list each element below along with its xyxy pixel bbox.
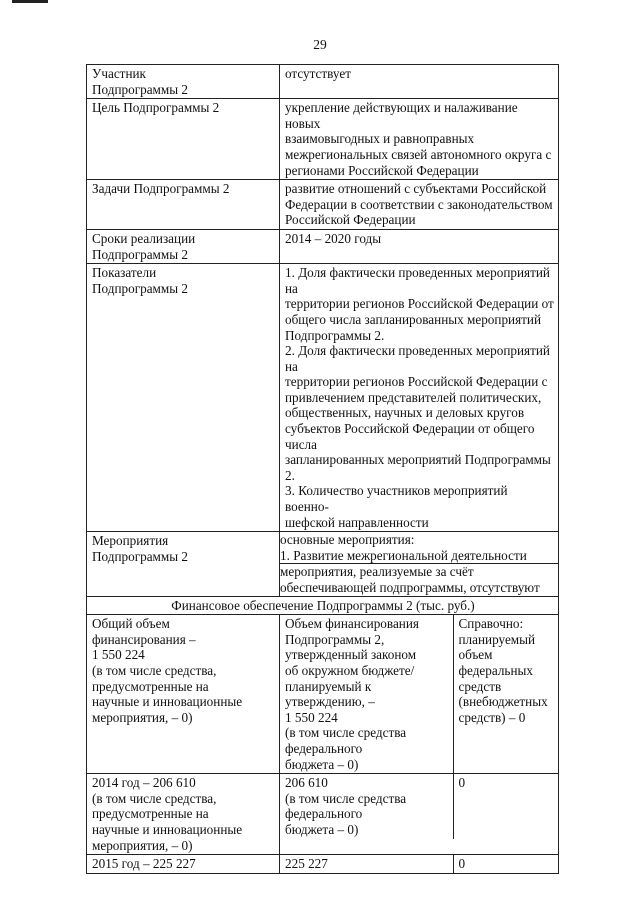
year-2015-inner [280, 855, 558, 873]
row-year-2014 [87, 774, 559, 855]
value-indicators: 1. Доля фактически проведенных мероприятий на территории регионов Российской Федерации от общего числа запланированных мероприятий Подпрограммы 2. 2. Доля фактически проведенных мероприятий на территории регионов Российской Федерации с привлечением представителей политических, общественных, научных и деловых кругов субъектов Российской Федерации от общего числа запланированных мероприятий Подпрограммы 2. 3. Количество участников мероприятий военно- шефской направленности [280, 264, 559, 532]
row-tasks [87, 180, 559, 230]
year-2015-split [280, 855, 559, 874]
year-2015-budget: 225 227 [285, 856, 328, 872]
page-number: 29 [313, 37, 327, 52]
year-2014-budget: 206 610 (в том числе средства федерального бюджета – 0) [285, 775, 407, 837]
year-2014-reference: 0 [453, 774, 558, 838]
events-main: основные мероприятия: 1. Развитие межрегиональной деятельности [280, 532, 527, 563]
year-2015-total: 2015 год – 225 227 [87, 855, 280, 874]
year-2014-total: 2014 год – 206 610 (в том числе средства, предусмотренные на научные и инновационные мероприятия, – 0) [87, 774, 280, 855]
row-participant [87, 65, 559, 99]
year-2015-reference: 0 [453, 855, 558, 873]
finance-budget-volume: Объем финансирования Подпрограммы 2, утвержденный законом об окружном бюджете/ планируемый к утверждению, – 1 550 224 (в том числе средства федерального бюджета – 0) [285, 616, 419, 772]
events-provisioning: мероприятия, реализуемые за счёт обеспечивающей подпрограммы, отсутствуют [280, 564, 558, 596]
finance-summary-inner [280, 615, 558, 773]
label-tasks: Задачи Подпрограммы 2 [87, 180, 280, 230]
label-goal: Цель Подпрограммы 2 [87, 99, 280, 180]
row-events [87, 532, 559, 596]
row-indicators [87, 264, 559, 532]
label-participant: Участник Подпрограммы 2 [87, 65, 280, 99]
value-goal: укрепление действующих и налаживание новых взаимовыгодных и равноправных межрегиональных связей автономного округа с регионами Российской Федерации [280, 99, 559, 180]
value-events [280, 532, 559, 596]
label-indicators: Показатели Подпрограммы 2 [87, 264, 280, 532]
row-finance-summary [87, 615, 559, 774]
row-goal [87, 99, 559, 180]
label-events: Мероприятия Подпрограммы 2 [87, 532, 280, 596]
value-participant: отсутствует [280, 65, 559, 99]
row-terms [87, 229, 559, 263]
events-split [280, 532, 558, 595]
scan-corner-mark [12, 0, 48, 3]
passport-table [86, 64, 559, 874]
row-year-2015 [87, 855, 559, 874]
finance-header: Финансовое обеспечение Подпрограммы 2 (тыс. руб.) [87, 596, 559, 615]
value-tasks: развитие отношений с субъектами Российской Федерации в соответствии с законодательством Российской Федерации [280, 180, 559, 230]
value-terms: 2014 – 2020 годы [280, 229, 559, 263]
year-2014-inner [280, 774, 558, 838]
year-2014-split [280, 774, 559, 855]
row-finance-header [87, 596, 559, 615]
finance-total: Общий объем финансирования – 1 550 224 (в том числе средства, предусмотренные на научные и инновационные мероприятия, – 0) [87, 615, 280, 774]
finance-summary-split [280, 615, 559, 774]
label-terms: Сроки реализации Подпрограммы 2 [87, 229, 280, 263]
finance-reference: Справочно: планируемый объем федеральных средств (внебюджетных средств) – 0 [453, 615, 558, 773]
